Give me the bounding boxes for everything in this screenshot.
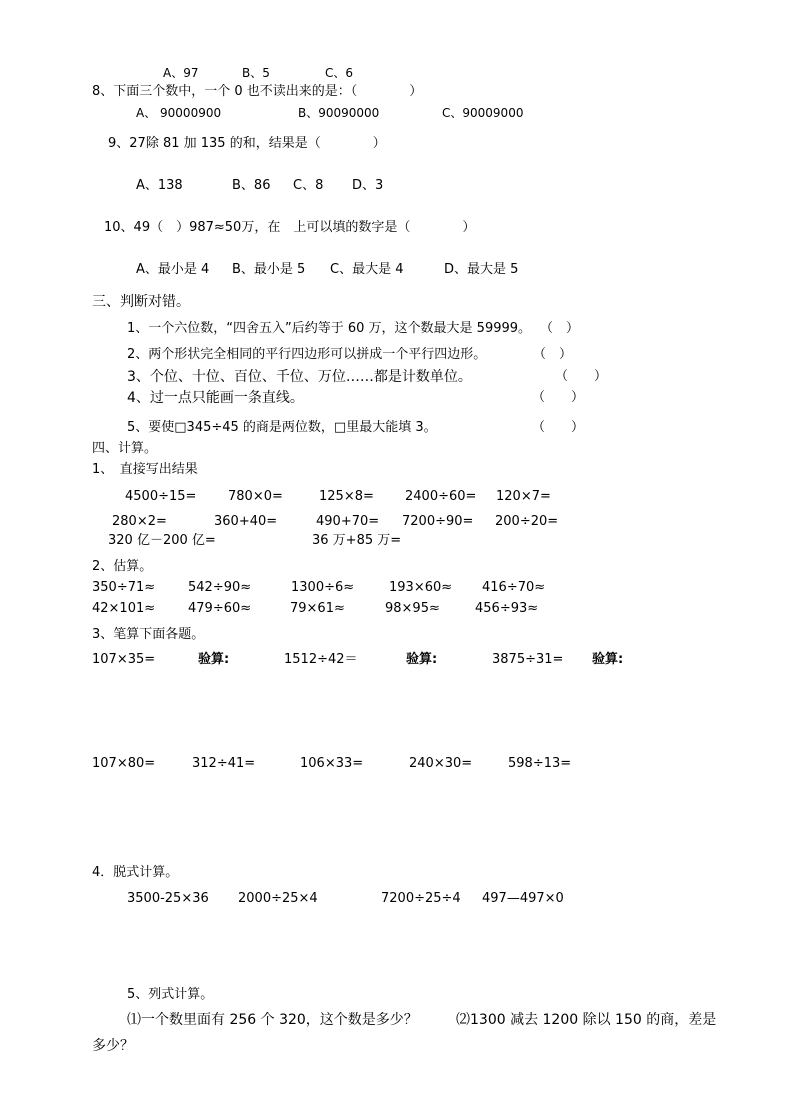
calc-estimate-item: 193×60≈ bbox=[389, 580, 453, 595]
calc-written-item: 240×30= bbox=[409, 756, 473, 771]
judge-item-2: 2、两个形状完全相同的平行四边形可以拼成一个平行四边形。 bbox=[127, 347, 487, 362]
judge-item-1: 1、一个六位数，“四舍五入”后约等于 60 万，这个数最大是 59999。 bbox=[127, 321, 532, 336]
section3-title: 三、判断对错。 bbox=[92, 294, 190, 310]
calc-estimate-item: 79×61≈ bbox=[290, 601, 345, 616]
calc-estimate-item: 456÷93≈ bbox=[475, 601, 539, 616]
section4-title: 四、计算。 bbox=[92, 441, 158, 456]
calc-direct-item: 320 亿－200 亿= bbox=[108, 533, 216, 548]
equation-question-1: ⑴一个数里面有 256 个 320，这个数是多少？ bbox=[127, 1012, 418, 1028]
calc-written-item: 107×80= bbox=[92, 756, 156, 771]
q9-question: 9、27除 81 加 135 的和，结果是（ ） bbox=[108, 136, 386, 151]
calc-written-item: 598÷13= bbox=[508, 756, 572, 771]
judge-blank-3: （ ） bbox=[555, 369, 608, 384]
q7-option-b: B、5 bbox=[242, 66, 270, 80]
calc-stepwise-title: 4．脱式计算。 bbox=[92, 865, 179, 880]
calc-direct-item: 490+70= bbox=[316, 514, 380, 529]
judge-blank-4: （ ） bbox=[532, 390, 585, 405]
calc-direct-item: 280×2= bbox=[112, 514, 167, 529]
q8-option-b: B、90090000 bbox=[298, 106, 380, 120]
q7-option-a: A、97 bbox=[163, 66, 199, 80]
judge-item-4: 4、过一点只能画一条直线。 bbox=[127, 390, 304, 406]
calc-stepwise-item: 2000÷25×4 bbox=[238, 891, 318, 906]
calc-direct-item: 4500÷15= bbox=[125, 489, 197, 504]
judge-item-5: 5、要使□345÷45 的商是两位数，□里最大能填 3。 bbox=[127, 420, 437, 435]
calc-stepwise-item: 497—497×0 bbox=[482, 891, 564, 906]
calc-direct-item: 780×0= bbox=[228, 489, 283, 504]
calc-estimate-item: 1300÷6≈ bbox=[291, 580, 355, 595]
calc-written-item: 312÷41= bbox=[192, 756, 256, 771]
calc-estimate-item: 479÷60≈ bbox=[188, 601, 252, 616]
calc-equation-title: 5、列式计算。 bbox=[127, 987, 214, 1002]
calc-written-item: 1512÷42＝ bbox=[284, 652, 358, 667]
calc-direct-item: 2400÷60= bbox=[405, 489, 477, 504]
q8-option-a: A、 90000900 bbox=[136, 106, 222, 120]
q9-option-d: D、3 bbox=[352, 178, 384, 193]
q10-option-c: C、最大是 4 bbox=[330, 262, 404, 277]
calc-direct-item: 360+40= bbox=[214, 514, 278, 529]
calc-direct-item: 7200÷90= bbox=[402, 514, 474, 529]
equation-question-2: ⑵1300 减去 1200 除以 150 的商，差是 bbox=[456, 1012, 717, 1028]
judge-blank-5: （ ） bbox=[532, 420, 585, 435]
calc-estimate-item: 416÷70≈ bbox=[482, 580, 546, 595]
check-label: 验算: bbox=[198, 652, 230, 667]
calc-estimate-item: 350÷71≈ bbox=[92, 580, 156, 595]
calc-stepwise-item: 7200÷25÷4 bbox=[381, 891, 461, 906]
calc-direct-item: 120×7= bbox=[496, 489, 551, 504]
calc-stepwise-item: 3500-25×36 bbox=[127, 891, 209, 906]
q10-question: 10、49（ ）987≈50万，在 上可以填的数字是（ ） bbox=[104, 220, 476, 235]
q10-option-d: D、最大是 5 bbox=[444, 262, 519, 277]
check-label: 验算: bbox=[406, 652, 438, 667]
q7-option-c: C、6 bbox=[325, 66, 354, 80]
equation-question-2-continued: 多少？ bbox=[92, 1038, 134, 1054]
calc-written-title: 3、笔算下面各题。 bbox=[92, 627, 205, 642]
calc-estimate-title: 2、估算。 bbox=[92, 559, 153, 574]
q10-option-a: A、最小是 4 bbox=[136, 262, 210, 277]
calc-direct-item: 125×8= bbox=[319, 489, 374, 504]
judge-item-3: 3、个位、十位、百位、千位、万位……都是计数单位。 bbox=[127, 369, 472, 385]
calc-written-item: 3875÷31= bbox=[492, 652, 564, 667]
q8-question: 8、下面三个数中，一个 0 也不读出来的是：（ ） bbox=[92, 84, 423, 99]
calc-written-item: 107×35= bbox=[92, 652, 156, 667]
judge-blank-2: （ ） bbox=[533, 347, 573, 362]
calc-written-item: 106×33= bbox=[300, 756, 364, 771]
q9-option-c: C、8 bbox=[293, 178, 324, 193]
calc-estimate-item: 42×101≈ bbox=[92, 601, 156, 616]
calc-direct-item: 200÷20= bbox=[495, 514, 559, 529]
judge-blank-1: （ ） bbox=[540, 321, 580, 336]
q10-option-b: B、最小是 5 bbox=[232, 262, 306, 277]
calc-estimate-item: 98×95≈ bbox=[385, 601, 440, 616]
q9-option-b: B、86 bbox=[232, 178, 271, 193]
calc-estimate-item: 542÷90≈ bbox=[188, 580, 252, 595]
q8-option-c: C、90009000 bbox=[442, 106, 524, 120]
calc-direct-title: 1、 直接写出结果 bbox=[92, 462, 198, 477]
q9-option-a: A、138 bbox=[136, 178, 183, 193]
check-label: 验算: bbox=[592, 652, 624, 667]
calc-direct-item: 36 万+85 万= bbox=[312, 533, 402, 548]
